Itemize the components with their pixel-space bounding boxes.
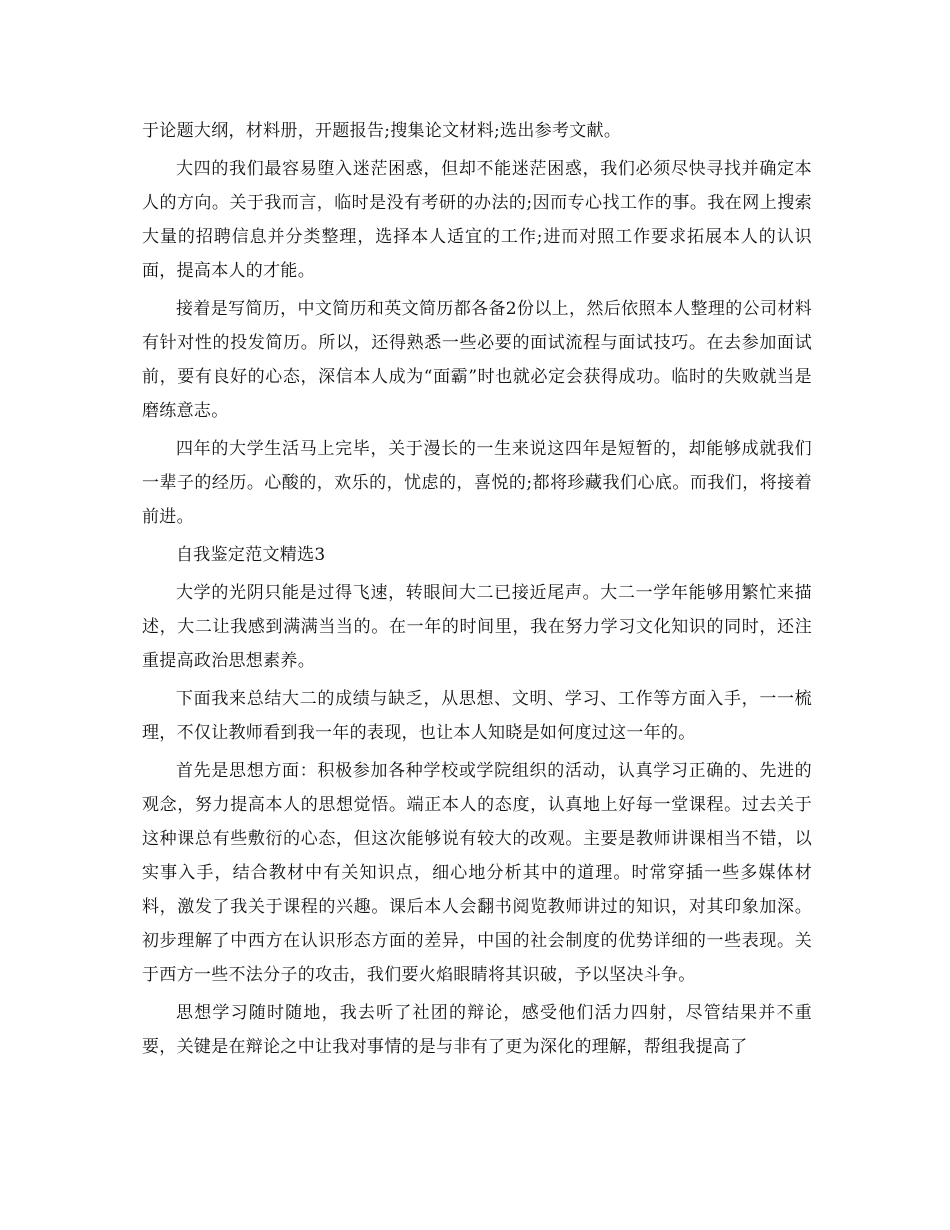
paragraph-3: 接着是写简历，中文简历和英文简历都各备2份以上，然后依照本人整理的公司材料有针对性的投发简历。所以，还得熟悉一些必要的面试流程与面试技巧。在去参加面试前，要有良好的心态，深信本人成为“面霸”时也就必定会获得成功。临时的失败就当是磨练意志。 [142, 299, 812, 421]
paragraph-5: 大学的光阴只能是过得飞速，转眼间大二已接近尾声。大二一学年能够用繁忙来描述，大二让我感到满满当当的。在一年的时间里，我在努力学习文化知识的同时，还注重提高政治思想素养。 [142, 583, 812, 671]
paragraph-4: 四年的大学生活马上完毕，关于漫长的一生来说这四年是短暂的，却能够成就我们一辈子的经历。心酸的，欢乐的，忧虑的，喜悦的;都将珍藏我们心底。而我们，将接着前进。 [142, 439, 812, 527]
document-page [142, 114, 812, 1068]
paragraph-2: 大四的我们最容易堕入迷茫困惑，但却不能迷茫困惑，我们必须尽快寻找并确定本人的方向。关于我而言，临时是没有考研的办法的;因而专心找工作的事。我在网上搜索大量的招聘信息并分类整理，选择本人适宜的工作;进而对照工作要求拓展本人的认识面，提高本人的才能。 [142, 159, 812, 281]
paragraph-1: 于论题大纲，材料册，开题报告;搜集论文材料;选出参考文献。 [142, 121, 622, 141]
paragraph-8: 思想学习随时随地，我去听了社团的辩论，感受他们活力四射，尽管结果并不重要，关键是在辩论之中让我对事情的是与非有了更为深化的理解，帮组我提高了 [142, 1003, 812, 1057]
paragraph-6: 下面我来总结大二的成绩与缺乏，从思想、文明、学习、工作等方面入手，一一梳理，不仅让教师看到我一年的表现，也让本人知晓是如何度过这一年的。 [142, 689, 812, 743]
paragraph-7: 首先是思想方面：积极参加各种学校或学院组织的活动，认真学习正确的、先进的观念，努力提高本人的思想觉悟。端正本人的态度，认真地上好每一堂课程。过去关于这种课总有些敷衍的心态，但这次能够说有较大的改观。主要是教师讲课相当不错，以实事入手，结合教材中有关知识点，细心地分析其中的道理。时常穿插一些多媒体材料，激发了我关于课程的兴趣。课后本人会翻书阅览教师讲过的知识，对其印象加深。初步理解了中西方在认识形态方面的差异，中国的社会制度的优势详细的一些表现。关于西方一些不法分子的攻击，我们要火焰眼睛将其识破，予以坚决斗争。 [142, 761, 812, 985]
section-heading: 自我鉴定范文精选3 [176, 545, 326, 565]
